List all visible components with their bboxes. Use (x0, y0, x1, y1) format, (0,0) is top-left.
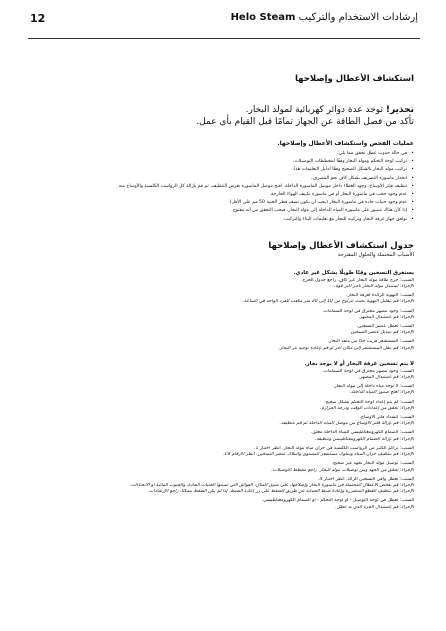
check-item: • انحدار ماسورة التصريف بشكل كاف نحو المصرف. (30, 175, 414, 183)
fault-group (30, 270, 414, 352)
fault-action: الإجراء: قم بتنظيف القطع المتضررة وإعادة ضبط الحماية عن طريق الضغط على زر إعادة الضبط. إذا لم يكن الضغط ممكنًا، راجع الإرشادات. (147, 489, 414, 495)
group-spacer (30, 352, 414, 361)
header-section: إرشادات الاستخدام والتركيب (298, 12, 418, 23)
fault-cause: السبب: تعطل عنصر التسخين. (356, 324, 414, 330)
checks-list (30, 150, 414, 224)
fault-action: الإجراء: تحقق من إعدادات الوقت ودرجة الحرارة. (320, 405, 414, 411)
check-item: • تنظيف فلتر الأوساخ. وجود الغطاء داخل موصل الماسورة الداخلة. افتح موصل الماسورة بغرض التنظيف، ثم قم بإزالة كل الرواسب الكلسية والأوساخ منه. (30, 183, 414, 191)
fault-rows (30, 278, 414, 352)
fault-title: يستغرق التسخين وقتًا طويلًا بشكل غير عادي. (293, 269, 414, 276)
check-item: • في حالة حدوث عطل تحقق مما يلي: (30, 150, 414, 158)
warning-line (30, 104, 414, 116)
fault-action: الإجراء: قم بإزالة فلتر الأوساخ من موصل المياه الداخلة ثم قم بتنظيفه. (279, 421, 414, 427)
fault-cause: السبب: المستشعر قريب جدًا من منفذ البخار. (327, 339, 414, 345)
fault-cause: السبب: تعطل في لوحة التوصيل - أو لوحة التحكم - أو الصمام الكهرومغناطيسي. (261, 498, 414, 504)
fault-group (30, 361, 414, 511)
fault-cause: السبب: خرج طاقة مولد البخار غير كافٍ. راجع جدول الخرج. (300, 277, 414, 283)
check-item: • توافق جهاز غرفة البخار وتركيبه للبخار مع تعليمات البناء والتركيب. (30, 216, 414, 224)
fault-action: الإجراء: استبدل مولد البخار بآخر أكبر قوة. (334, 284, 414, 290)
table-subtitle: الأسباب المحتملة والحلول المقترحة (337, 251, 414, 258)
fault-cause: السبب: الصمام الكهرومغناطيسي للمياه الداخلة مغلق. (310, 430, 414, 436)
fault-action: الإجراء: قم باستبدال المصهر. (358, 375, 414, 381)
fault-action: الإجراء: قم بفحص الأعطال المحتملة في ماسورة البخار وإصلاحها، على سبيل المثال، العوائق التي تسببها الحنيات الحادة، والجيوب المائية أو الانحناءات. (129, 482, 414, 488)
fault-cause: السبب: التهوية الزائدة لغرفة البخار. (346, 293, 414, 299)
fault-action: الإجراء: قم بتنظيف خزان المياه وسلوك مستشعر المستوى وأسلاك عنصر التسخين. انظر الأرقام 19. (222, 452, 414, 458)
check-item: • تركيب مولد البخار بالشكل الصحيح وفقًا لدليل التعليمات هذا. (30, 166, 414, 174)
fault-action: الإجراء: قم بتقليل التهوية بحيث تتراوح من 10 إلى 20 متر مكعب للفرد الواحد في الساعة. (242, 299, 414, 305)
fault-action: الإجراء: قم باستبدال الجزء الذي به عطل. (335, 504, 414, 510)
fault-cause: السبب: وجود مصهر محترق في لوحة الصمامات. (322, 368, 414, 374)
page-header (0, 10, 446, 30)
section-title: استكشاف الأعطال وإصلاحها (294, 74, 414, 84)
fault-action: الإجراء: قم باستبدال المصهر. (358, 314, 414, 320)
page-number: 12 (30, 12, 46, 25)
fault-groups (30, 270, 414, 511)
fault-action: الإجراء: قم بإزالة الصمام الكهرومغناطيسي وتنظيفه. (314, 436, 414, 442)
fault-action: الإجراء: قم بنقل المستشعر إلى مكان آخر أو قم بإعادة توجيه نثر البخار. (278, 345, 414, 351)
header-title (231, 12, 418, 23)
checks-title: عمليات الفحص واستكشاف الأعطال وإصلاحها. (277, 140, 414, 147)
fault-cause: السبب: تعطل واقي التسخين الزائد. انظر اختبار 4. (317, 476, 414, 482)
table-title: جدول استكشاف الأعطال وإصلاحها (268, 240, 414, 251)
header-rule (28, 38, 420, 39)
check-item: • إذا كان هناك صنبور على ماسورة المياه الداخلة إلى مولد البخار، فيجب التحقق من أنه مفتوح. (30, 207, 414, 215)
warning-line-2: تأكد من فصل الطاقة عن الجهاز تمامًا قبل القيام بأي عمل. (196, 117, 414, 127)
fault-action: الإجراء: تحقق من الجهد ومن توصيلات مولد البخار. راجع مخطط التوصيلات. (271, 467, 414, 473)
check-item: • عدم وجود حنيات حادة في ماسورة البخار (يجب أن يكون نصف قطر الحنية 50 مم على الأقل). (30, 199, 414, 207)
warning-text: توجد عدة دوائر كهربائية لمولد البخار. (245, 105, 383, 115)
fault-cause: السبب: انسداد فلتر الأوساخ. (359, 415, 414, 421)
fault-cause: السبب: لا توجد مياه داخلة إلى مولد البخار. (332, 384, 414, 390)
fault-cause: السبب: لم يتم إعداد لوحة التحكم بشكل صحيح. (323, 399, 414, 405)
page-content (30, 74, 414, 511)
warning-label: تحذير! (385, 105, 414, 115)
fault-rows (30, 369, 414, 511)
fault-cause: السبب: توصيل مولد البخار بجهد غير صحيح. (331, 461, 414, 467)
check-item: • تركيب لوحة التحكم ومولد البخار وفقًا لمخططات التوصيلات. (30, 158, 414, 166)
fault-cause: السبب: وجود مصهر محترق في لوحة الصمامات. (322, 308, 414, 314)
fault-action: الإجراء: افتح صنبور المياه الداخلة. (349, 390, 414, 396)
fault-cause: السبب: تراكم الكثير من الرواسب الكلسية في خزان مياه مولد البخار. انظر اختبار 1. (254, 445, 414, 451)
fault-action: الإجراء: قم بتبديل عنصر التسخين. (349, 330, 414, 336)
check-item: • عدم وجود حجب في ماسورة البخار أو في ماسورة تكييف الهواء الخارجة. (30, 191, 414, 199)
header-brand: Helo Steam (230, 12, 296, 23)
fault-title: لا يتم تسخين غرفة البخار أو لا يوجد بخار. (304, 360, 414, 367)
